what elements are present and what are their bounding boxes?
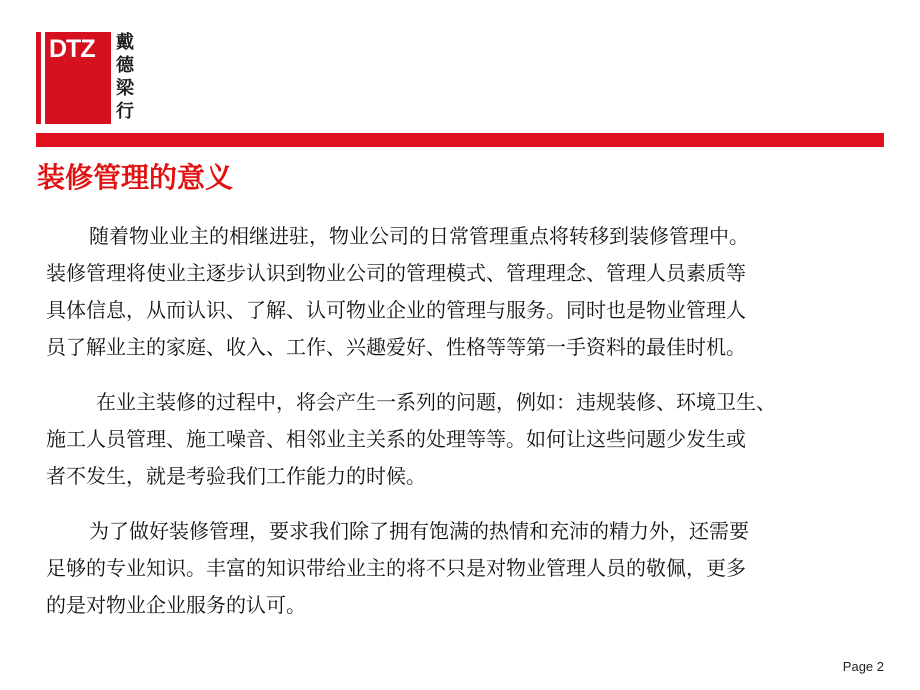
- dtz-logo: [36, 32, 138, 124]
- body-line: 员了解业主的家庭、收入、工作、兴趣爱好、性格等等第一手资料的最佳时机。: [46, 335, 746, 359]
- body-line: 具体信息，从而认识、了解、认可物业企业的管理与服务。同时也是物业管理人: [46, 298, 746, 322]
- body-line: 为了做好装修管理，要求我们除了拥有饱满的热情和充沛的精力外，还需要: [89, 519, 749, 543]
- header-divider: [36, 133, 884, 147]
- body-line: 随着物业业主的相继进驻，物业公司的日常管理重点将转移到装修管理中。: [89, 224, 749, 248]
- body-line: 足够的专业知识。丰富的知识带给业主的将不只是对物业管理人员的敬佩，更多: [46, 556, 746, 580]
- logo-chinese-name: [116, 31, 138, 123]
- body-line: 施工人员管理、施工噪音、相邻业主关系的处理等等。如何让这些问题少发生或: [46, 427, 746, 451]
- logo-char: 梁: [116, 78, 134, 99]
- logo-char: 行: [116, 101, 134, 122]
- slide-title: 装修管理的意义: [37, 161, 234, 194]
- body-line: 者不发生，就是考验我们工作能力的时候。: [46, 464, 426, 488]
- page-number: Page 2: [842, 659, 884, 674]
- logo-char: 戴: [116, 32, 134, 53]
- body-line: 在业主装修的过程中，将会产生一系列的问题，例如：违规装修、环境卫生、: [96, 390, 776, 414]
- logo-mark: [45, 32, 111, 124]
- logo-text: DTZ: [49, 35, 95, 63]
- logo-accent-bar: [36, 32, 41, 124]
- body-line: 装修管理将使业主逐步认识到物业公司的管理模式、管理理念、管理人员素质等: [46, 261, 746, 285]
- logo-char: 德: [116, 55, 134, 76]
- body-line: 的是对物业企业服务的认可。: [46, 593, 306, 617]
